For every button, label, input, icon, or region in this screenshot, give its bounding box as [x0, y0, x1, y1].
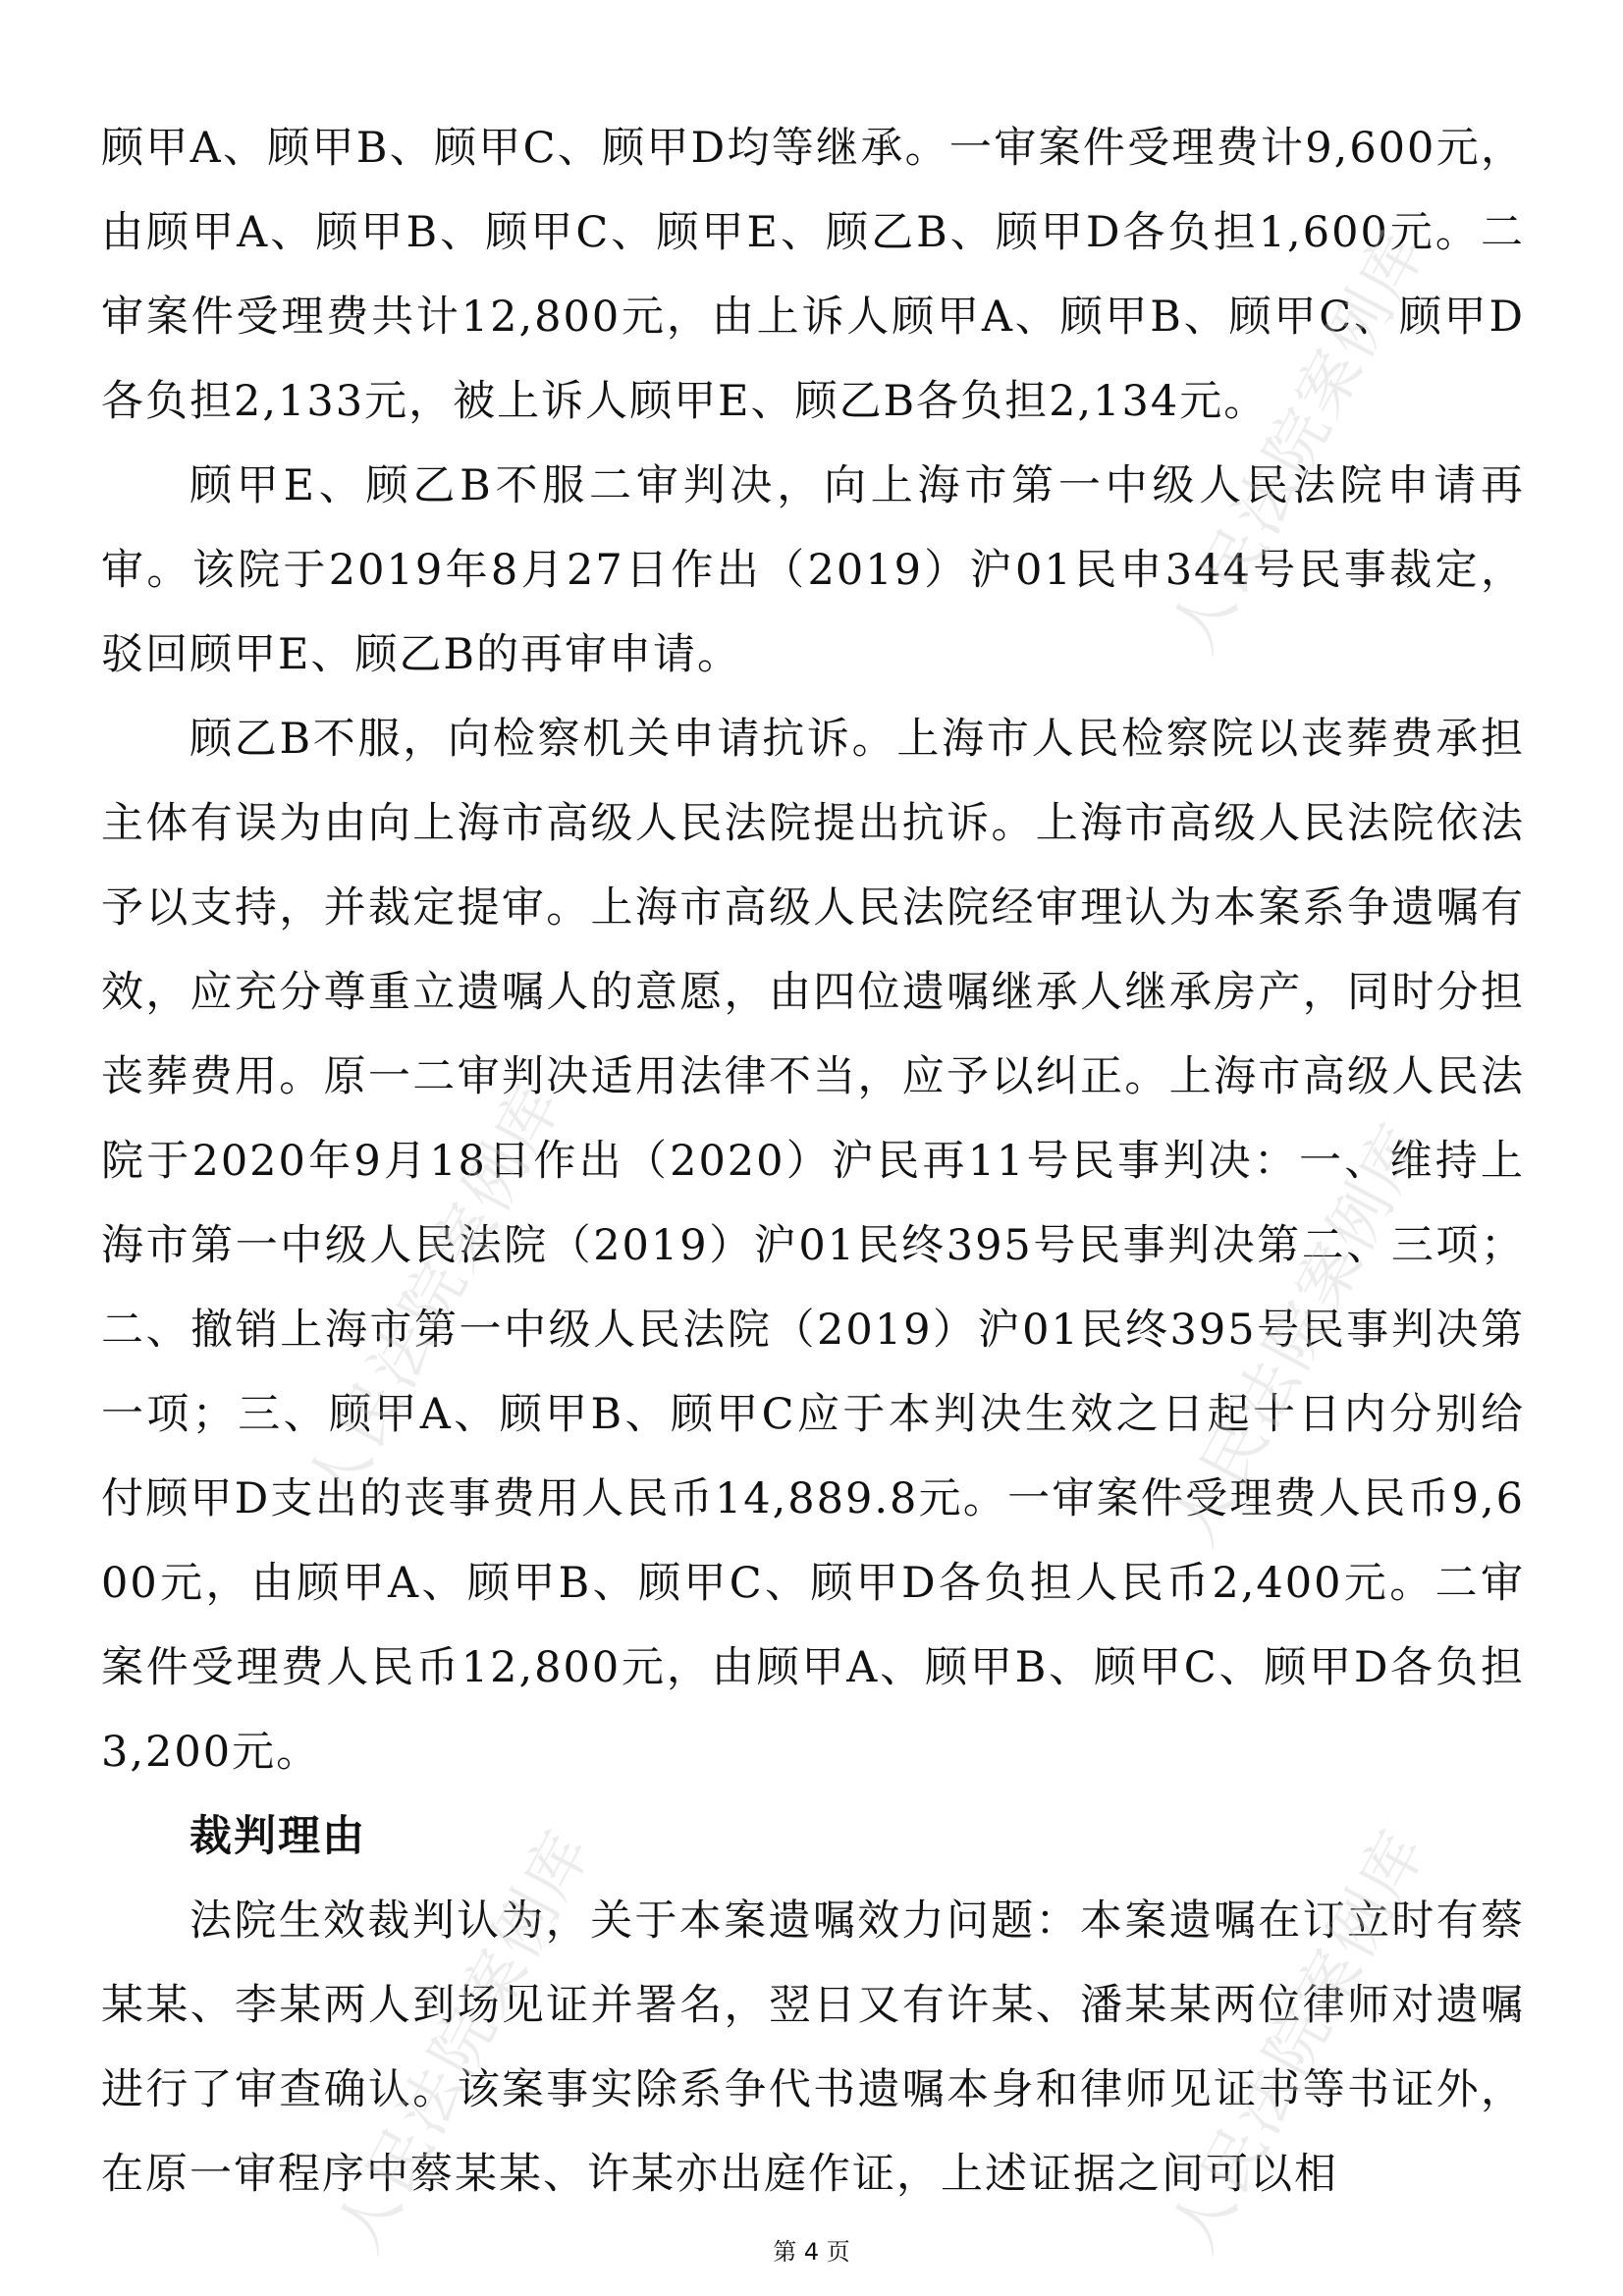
paragraph-court-reasoning: 法院生效裁判认为，关于本案遗嘱效力问题：本案遗嘱在订立时有蔡某某、李某两人到场见证并署名，翌日又有许某、潘某某两位律师对遗嘱进行了审查确认。该案事实除系争代书遗嘱本身和律师见证书等书证外，在原一审程序中蔡某某、许某亦出庭作证，上述证据之间可以相: [101, 1896, 1525, 2199]
section-heading-reasons: 裁判理由: [189, 1812, 366, 1861]
document-body: [101, 106, 1525, 2216]
paragraph-retrial-application: 顾甲E、顾乙B不服二审判决，向上海市第一中级人民法院申请再审。该院于2019年8月27日作出（2019）沪01民申344号民事裁定，驳回顾甲E、顾乙B的再审申请。: [101, 461, 1525, 679]
watermark-text: 人民法院案例库: [322, 1817, 607, 2265]
watermark-text: 人民法院案例库: [1157, 217, 1441, 665]
watermark-text: 人民法院案例库: [293, 1071, 577, 1519]
page-number: 第 4 页: [773, 2238, 850, 2266]
paragraph-fee-allocation: 顾甲A、顾甲B、顾甲C、顾甲D均等继承。一审案件受理费计9,600元，由顾甲A、顾甲B、顾甲C、顾甲E、顾乙B、顾甲D各负担1,600元。二审案件受理费共计12,800元，由上诉人顾甲A、顾甲B、顾甲C、顾甲D各负担2,133元，被上诉人顾甲E、顾乙B各负担2,134元。: [101, 124, 1525, 426]
paragraph-protest-and-judgment: 顾乙B不服，向检察机关申请抗诉。上海市人民检察院以丧葬费承担主体有误为由向上海市高级人民法院提出抗诉。上海市高级人民法院依法予以支持，并裁定提审。上海市高级人民法院经审理认为本案系争遗嘱有效，应充分尊重立遗嘱人的意愿，由四位遗嘱继承人继承房产，同时分担丧葬费用。原一二审判决适用法律不当，应予以纠正。上海市高级人民法院于2020年9月18日作出（2020）沪民再11号民事判决：一、维持上海市第一中级人民法院（2019）沪01民终395号民事判决第二、三项；二、撤销上海市第一中级人民法院（2019）沪01民终395号民事判决第一项；三、顾甲A、顾甲B、顾甲C应于本判决生效之日起十日内分别给付顾甲D支出的丧事费用人民币14,889.8元。一审案件受理费人民币9,600元，由顾甲A、顾甲B、顾甲C、顾甲D各负担人民币2,400元。二审案件受理费人民币12,800元，由顾甲A、顾甲B、顾甲C、顾甲D各负担3,200元。: [101, 715, 1525, 1777]
watermark-text: 人民法院案例库: [1157, 1817, 1441, 2265]
watermark-text: 人民法院案例库: [1157, 1110, 1441, 1558]
